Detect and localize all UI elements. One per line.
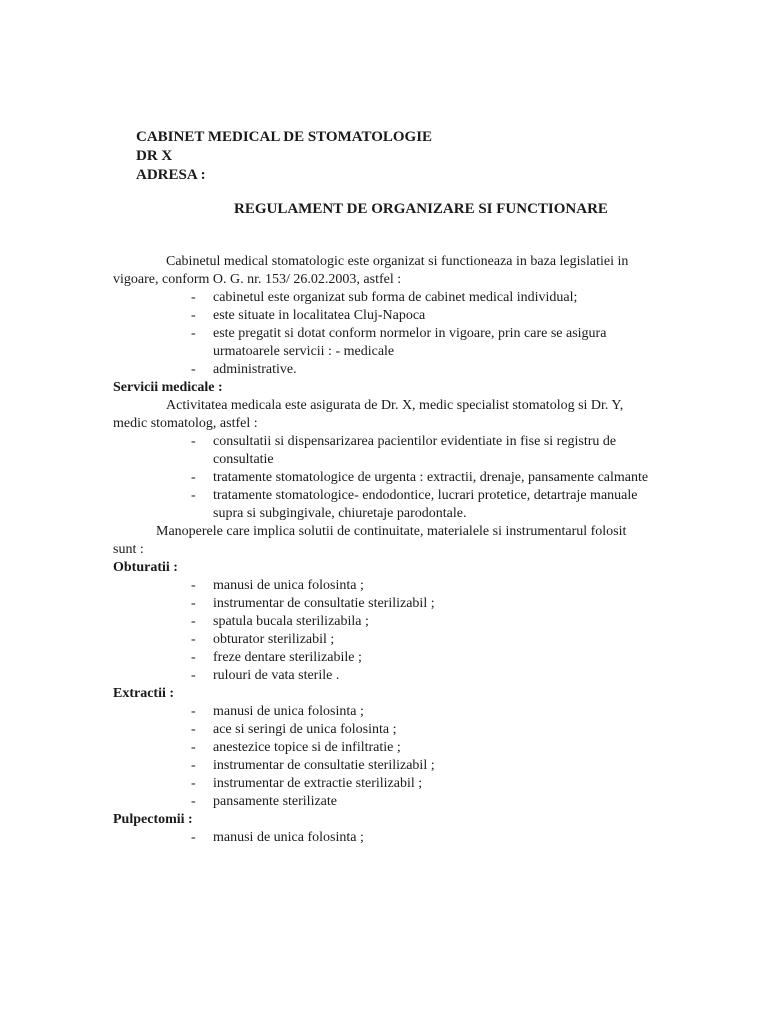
- obturatii-list: [113, 577, 653, 685]
- list-item: - administrative.: [191, 362, 297, 377]
- list-item: - tratamente stomatologice- endodontice, lucrari protetice, detartraje manuale supra si subgingivale, chiuretaje parodontale.: [191, 488, 638, 521]
- list-item: - manusi de unica folosinta ;: [191, 704, 364, 719]
- intro-paragraph: Cabinetul medical stomatologic este organizat si functioneaza in baza legislatiei in vigoare, conform O. G. nr. 153/ 26.02.2003, astfel :: [113, 254, 629, 287]
- list-item: - spatula bucala sterilizabila ;: [191, 614, 369, 629]
- list-item: - cabinetul este organizat sub forma de cabinet medical individual;: [191, 290, 578, 305]
- list-item: - rulouri de vata sterile .: [191, 668, 340, 683]
- list-item: - instrumentar de consultatie sterilizabil ;: [191, 758, 435, 773]
- pulpectomii-heading: Pulpectomii :: [113, 812, 193, 827]
- clinic-name: CABINET MEDICAL DE STOMATOLOGIE: [136, 129, 433, 145]
- list-item: - instrumentar de consultatie sterilizabil ;: [191, 596, 435, 611]
- list-item: - freze dentare sterilizabile ;: [191, 650, 362, 665]
- manopere-paragraph: Manoperele care implica solutii de continuitate, materialele si instrumentarul folosit sunt :: [113, 524, 627, 557]
- document-body: [113, 253, 653, 847]
- list-item: - manusi de unica folosinta ;: [191, 830, 364, 845]
- list-item: - este pregatit si dotat conform normelor in vigoare, prin care se asigura urmatoarele servicii : - medicale: [191, 326, 607, 359]
- list-item: - ace si seringi de unica folosinta ;: [191, 722, 397, 737]
- list-item: - anestezice topice si de infiltratie ;: [191, 740, 401, 755]
- servicii-heading: Servicii medicale :: [113, 380, 223, 395]
- clinic-address-label: ADRESA :: [136, 167, 206, 183]
- document-title: REGULAMENT DE ORGANIZARE SI FUNCTIONARE: [234, 201, 608, 217]
- intro-list: [113, 289, 653, 379]
- list-item: - tratamente stomatologice de urgenta : extractii, drenaje, pansamente calmante: [191, 470, 649, 485]
- obturatii-heading: Obturatii :: [113, 560, 178, 575]
- pulpectomii-list: [113, 829, 653, 847]
- list-item: - obturator sterilizabil ;: [191, 632, 335, 647]
- extractii-list: [113, 703, 653, 811]
- servicii-list: [113, 433, 653, 523]
- list-item: - pansamente sterilizate: [191, 794, 337, 809]
- list-item: - consultatii si dispensarizarea pacientilor evidentiate in fise si registru de consultatie: [191, 434, 617, 467]
- list-item: - manusi de unica folosinta ;: [191, 578, 364, 593]
- servicii-paragraph: Activitatea medicala este asigurata de Dr. X, medic specialist stomatolog si Dr. Y, medic stomatolog, astfel :: [113, 398, 624, 431]
- list-item: - este situate in localitatea Cluj-Napoca: [191, 308, 426, 323]
- extractii-heading: Extractii :: [113, 686, 175, 701]
- list-item: - instrumentar de extractie sterilizabil ;: [191, 776, 423, 791]
- doctor-name: DR X: [136, 148, 173, 164]
